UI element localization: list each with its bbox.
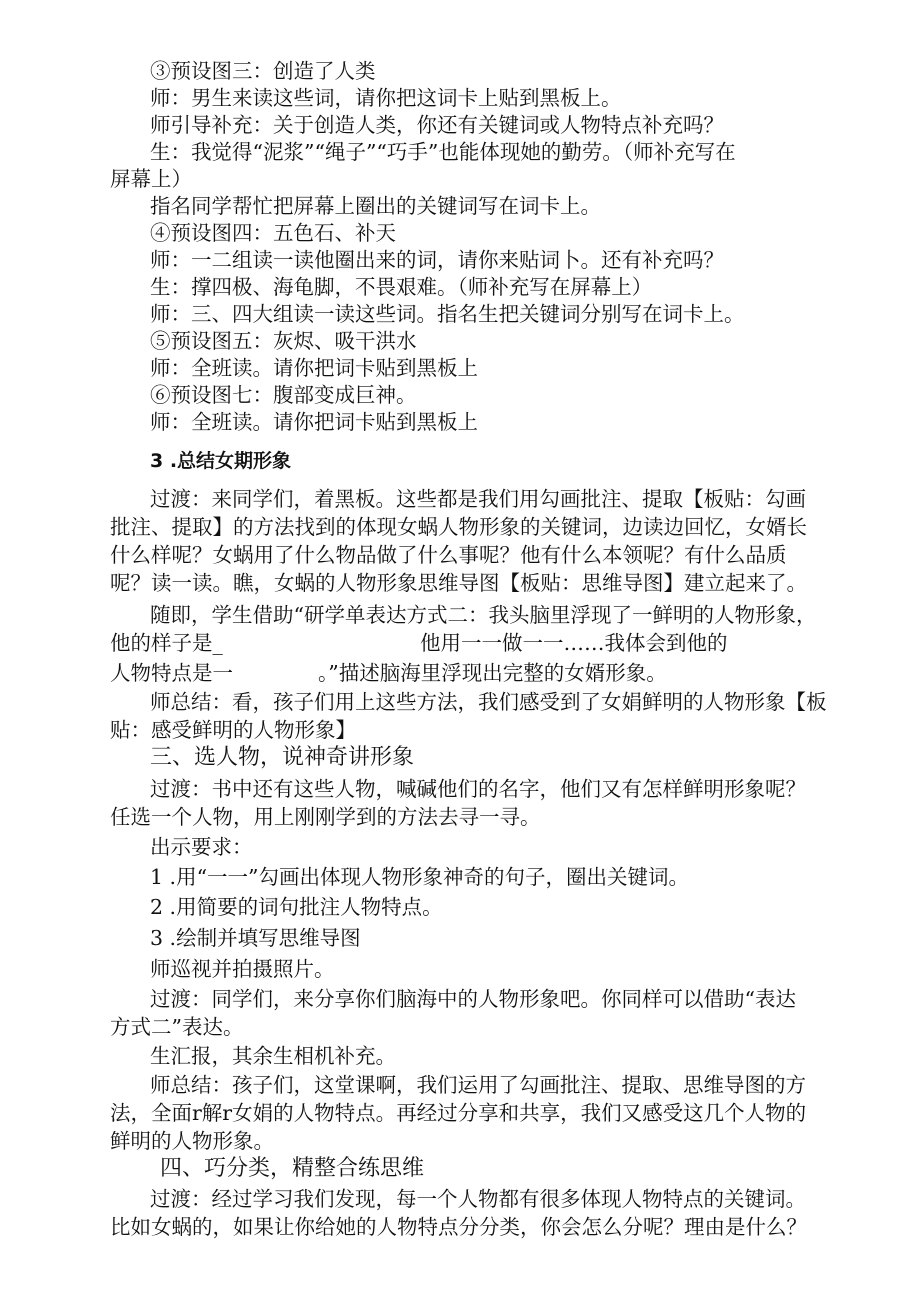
text-line: 生汇报，其余生相机补充。 bbox=[150, 1044, 396, 1068]
section-heading: 三、选人物，说神奇讲形象 bbox=[150, 745, 415, 770]
text-line: 师：全班读。请你把词卡贴到黑板上 bbox=[150, 410, 478, 434]
text-line: ⑤预设图五：灰烬、吸干洪水 bbox=[150, 329, 417, 353]
text-line: 生：我觉得“泥浆”“绳子”“巧手”也能体现她的勤劳。（师补充写在 bbox=[150, 140, 736, 164]
text-line: 师：三、四大组读一读这些词。指名生把关键词分别写在词卡上。 bbox=[150, 302, 745, 326]
text-line: 师引导补充：关于创造人类，你还有关键词或人物特点补充吗？ bbox=[150, 113, 724, 137]
text-line: 生：撑四极、海龟脚，不畏艰难。（师补充写在屏幕上） bbox=[150, 275, 653, 299]
text-line: 比如女蜗的，如果让你给她的人物特点分分类，你会怎么分呢？理由是什么？ bbox=[110, 1215, 807, 1239]
text-line: 师总结：看，孩子们用上这些方法，我们感受到了女娟鲜明的人物形象【板 bbox=[150, 690, 827, 714]
text-line: 随即，学生借助“研学单表达方式二：我头脑里浮现了一鲜明的人物形象， bbox=[150, 603, 817, 627]
text-line: 什么样呢？女蜗用了什么物品做了什么事呢？他有什么本领呢？有什么品质 bbox=[110, 543, 787, 567]
text-line: 任选一个人物，用上刚刚学到的方法去寻一寻。 bbox=[110, 805, 541, 829]
text-line: 法，全面r解r女娟的人物特点。再经过分享和共享，我们又感受这几个人物的 bbox=[110, 1101, 807, 1125]
section-heading: 3 .总结女期形象 bbox=[150, 450, 292, 472]
text-line: 。”描述脑海里浮现出完整的女婿形象。 bbox=[318, 661, 667, 685]
text-line: 贴：感受鲜明的人物形象】 bbox=[110, 718, 356, 742]
text-line: 师巡视并拍摄照片。 bbox=[150, 957, 335, 981]
text-line: 过渡：经过学习我们发现，每一个人物都有很多体现人物特点的关键词。 bbox=[150, 1187, 806, 1211]
text-line: 他用一一做一一……我体会到他的 bbox=[420, 631, 728, 655]
text-line: ③预设图三：创造了人类 bbox=[150, 59, 376, 83]
text-line: 他的样子是_ bbox=[110, 631, 223, 655]
text-line: 师：全班读。请你把词卡贴到黑板上 bbox=[150, 356, 478, 380]
list-item: 2 .用简要的词句批注人物特点。 bbox=[150, 895, 443, 919]
text-line: 师总结：孩子们，这堂课啊，我们运用了勾画批注、提取、思维导图的方 bbox=[150, 1073, 806, 1097]
list-item: 3 .绘制并填写思维导图 bbox=[150, 926, 361, 950]
text-line: ⑥预设图七：腹部变成巨神。 bbox=[150, 383, 417, 407]
text-line: 鲜明的人物形象。 bbox=[110, 1129, 274, 1153]
text-line: 屏幕上） bbox=[110, 167, 192, 191]
text-line: 方式二”表达。 bbox=[110, 1015, 244, 1039]
text-line: 人物特点是一 bbox=[110, 661, 233, 685]
text-line: 师：一二组读一读他圈出来的词，请你来贴词卜。还有补充吗？ bbox=[150, 248, 724, 272]
text-line: 批注、提取】的方法找到的体现女蜗人物形象的关键词，边读边回忆，女婿长 bbox=[110, 515, 807, 539]
text-line: 过渡：同学们，来分享你们脑海中的人物形象吧。你同样可以借助“表达 bbox=[150, 987, 796, 1011]
list-item: 1 .用“一一”勾画出体现人物形象神奇的句子，圈出关键词。 bbox=[150, 865, 690, 889]
section-heading: 四、巧分类，精整合练思维 bbox=[160, 1156, 425, 1181]
text-line: 出示要求： bbox=[150, 835, 253, 859]
text-line: 师：男生来读这些词，请你把这词卡上贴到黑板上。 bbox=[150, 86, 622, 110]
text-line: 呢？读一读。瞧，女蜗的人物形象思维导图【板贴：思维导图】建立起来了。 bbox=[110, 571, 807, 595]
text-line: 过渡：来同学们，着黑板。这些都是我们用勾画批注、提取【板贴：勾画 bbox=[150, 487, 806, 511]
text-line: 过渡：书中还有这些人物，喊碱他们的名字，他们又有怎样鲜明形象呢？ bbox=[150, 777, 806, 801]
text-line: ④预设图四：五色石、补天 bbox=[150, 221, 396, 245]
text-line: 指名同学帮忙把屏幕上圈出的关键词写在词卡上。 bbox=[150, 194, 601, 218]
